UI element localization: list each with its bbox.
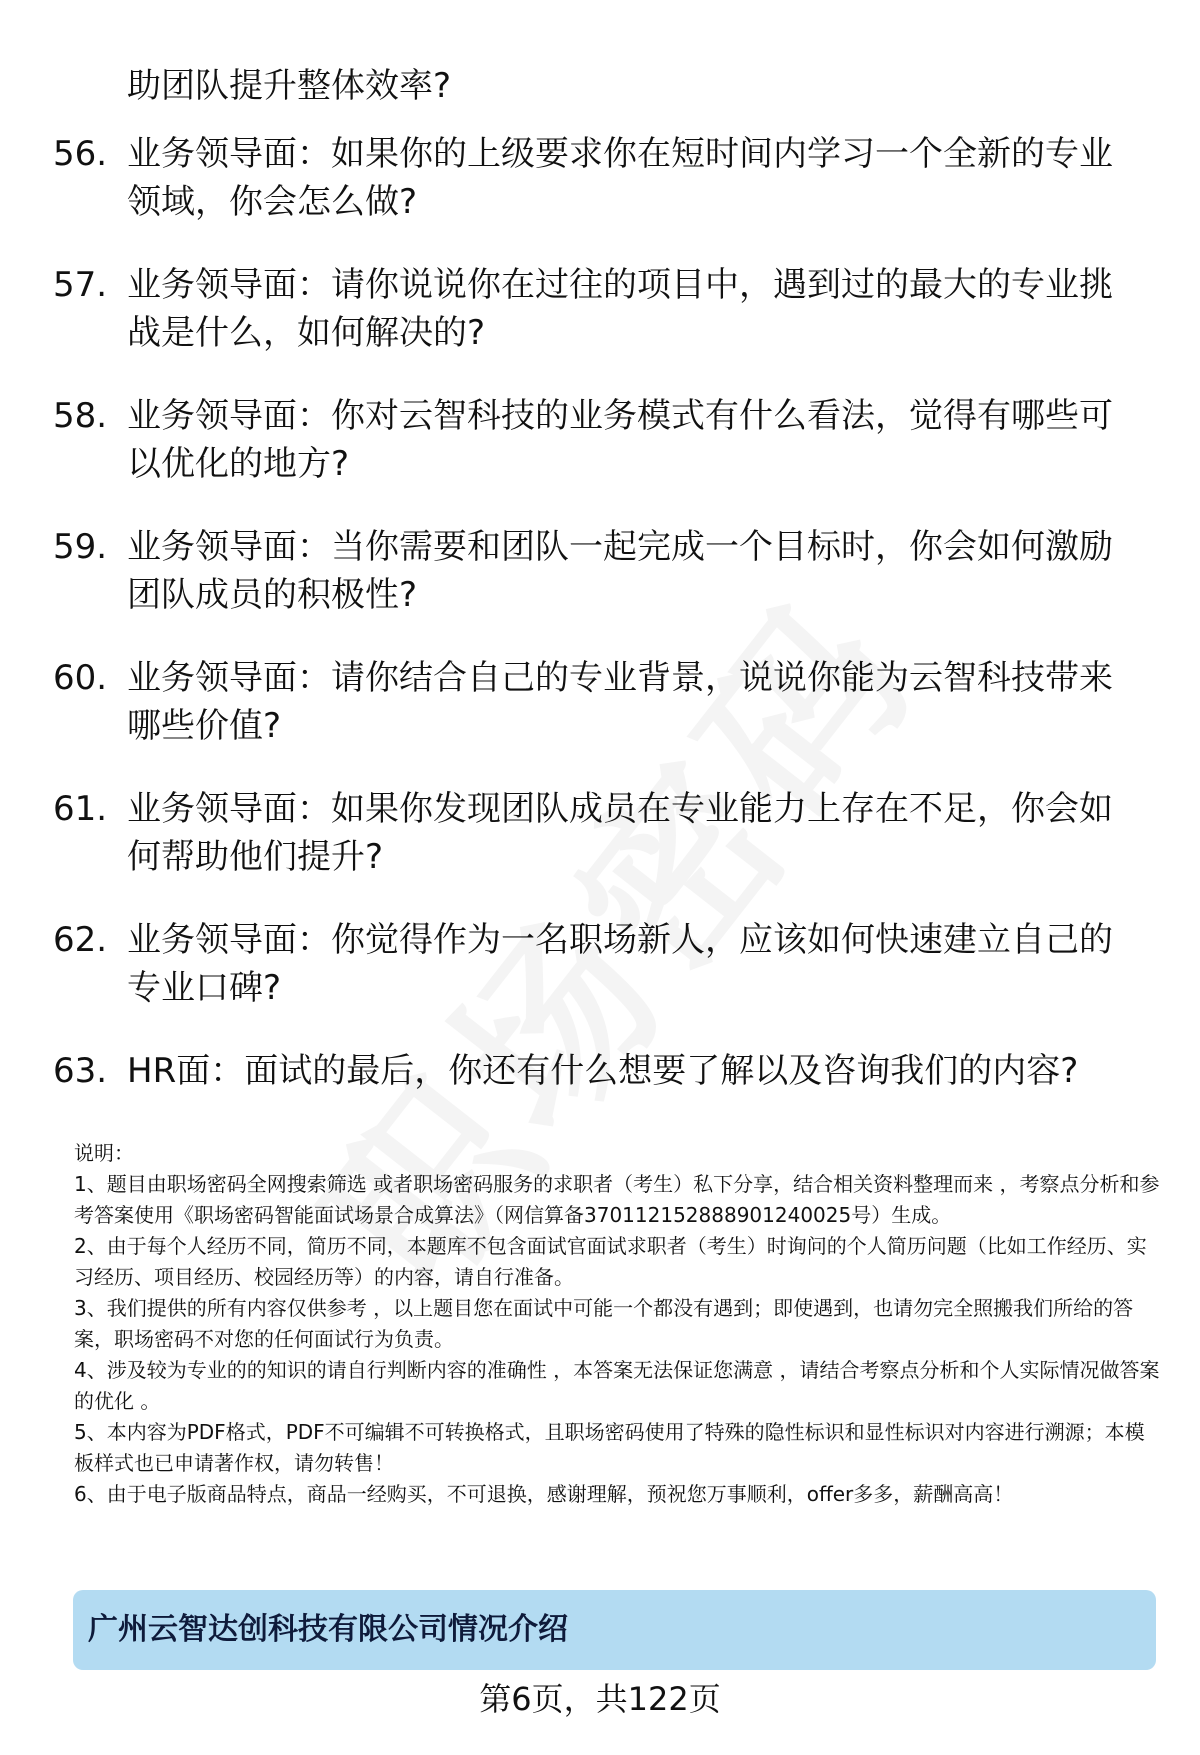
- notes-heading: 说明：: [74, 1141, 134, 1165]
- notes-section: [74, 1138, 1164, 1510]
- question-text: 业务领导面：你觉得作为一名职场新人，应该如何快速建立自己的专业口碑?: [127, 920, 1113, 1008]
- question-number: 58.: [53, 396, 108, 436]
- question-number: 59.: [53, 527, 108, 567]
- question-text: 业务领导面：请你说说你在过往的项目中，遇到过的最大的专业挑战是什么，如何解决的?: [127, 265, 1113, 353]
- question-number: 61.: [53, 789, 108, 829]
- question-number: 57.: [53, 265, 108, 305]
- question-text: 助团队提升整体效率?: [127, 66, 452, 106]
- question-number: 56.: [53, 134, 108, 174]
- question-number: 63.: [53, 1051, 108, 1091]
- question-number: 60.: [53, 658, 108, 698]
- note-item: 6、由于电子版商品特点，商品一经购买，不可退换，感谢理解，预祝您万事顺利，offer多多，薪酬高高！: [74, 1482, 1014, 1506]
- note-item: 3、我们提供的所有内容仅供参考 ，以上题目您在面试中可能一个都没有遇到；即使遇到，也请勿完全照搬我们所给的答案，职场密码不对您的任何面试行为负责。: [74, 1296, 1134, 1351]
- question-text: 业务领导面：请你结合自己的专业背景，说说你能为云智科技带来哪些价值?: [127, 658, 1113, 746]
- question-text: 业务领导面：如果你的上级要求你在短时间内学习一个全新的专业领域，你会怎么做?: [127, 134, 1113, 222]
- question-text: 业务领导面：你对云智科技的业务模式有什么看法，觉得有哪些可以优化的地方?: [127, 396, 1113, 484]
- note-item: 2、由于每个人经历不同，简历不同，本题库不包含面试官面试求职者（考生）时询问的个人简历问题（比如工作经历、实习经历、项目经历、校园经历等）的内容，请自行准备。: [74, 1234, 1147, 1289]
- note-item: 1、题目由职场密码全网搜索筛选 或者职场密码服务的求职者（考生）私下分享，结合相关资料整理而来 ，考察点分析和参考答案使用《职场密码智能面试场景合成算法》（网信算备370112152888901240025号）生成。: [74, 1172, 1160, 1227]
- question-text: 业务领导面：如果你发现团队成员在专业能力上存在不足，你会如何帮助他们提升?: [127, 789, 1113, 877]
- company-section-title: 广州云智达创科技有限公司情况介绍: [88, 1612, 568, 1647]
- page-number: 第6页，共122页: [479, 1680, 721, 1718]
- note-item: 4、涉及较为专业的的知识的请自行判断内容的准确性 ，本答案无法保证您满意 ，请结合考察点分析和个人实际情况做答案的优化 。: [74, 1358, 1160, 1413]
- company-section-header: [73, 1590, 1156, 1670]
- question-text: 业务领导面：当你需要和团队一起完成一个目标时，你会如何激励团队成员的积极性?: [127, 527, 1113, 615]
- note-item: 5、本内容为PDF格式，PDF不可编辑不可转换格式，且职场密码使用了特殊的隐性标识和显性标识对内容进行溯源；本模板样式也已申请著作权，请勿转售！: [74, 1420, 1145, 1475]
- question-text: HR面：面试的最后，你还有什么想要了解以及咨询我们的内容?: [127, 1051, 1079, 1091]
- question-number: 62.: [53, 920, 108, 960]
